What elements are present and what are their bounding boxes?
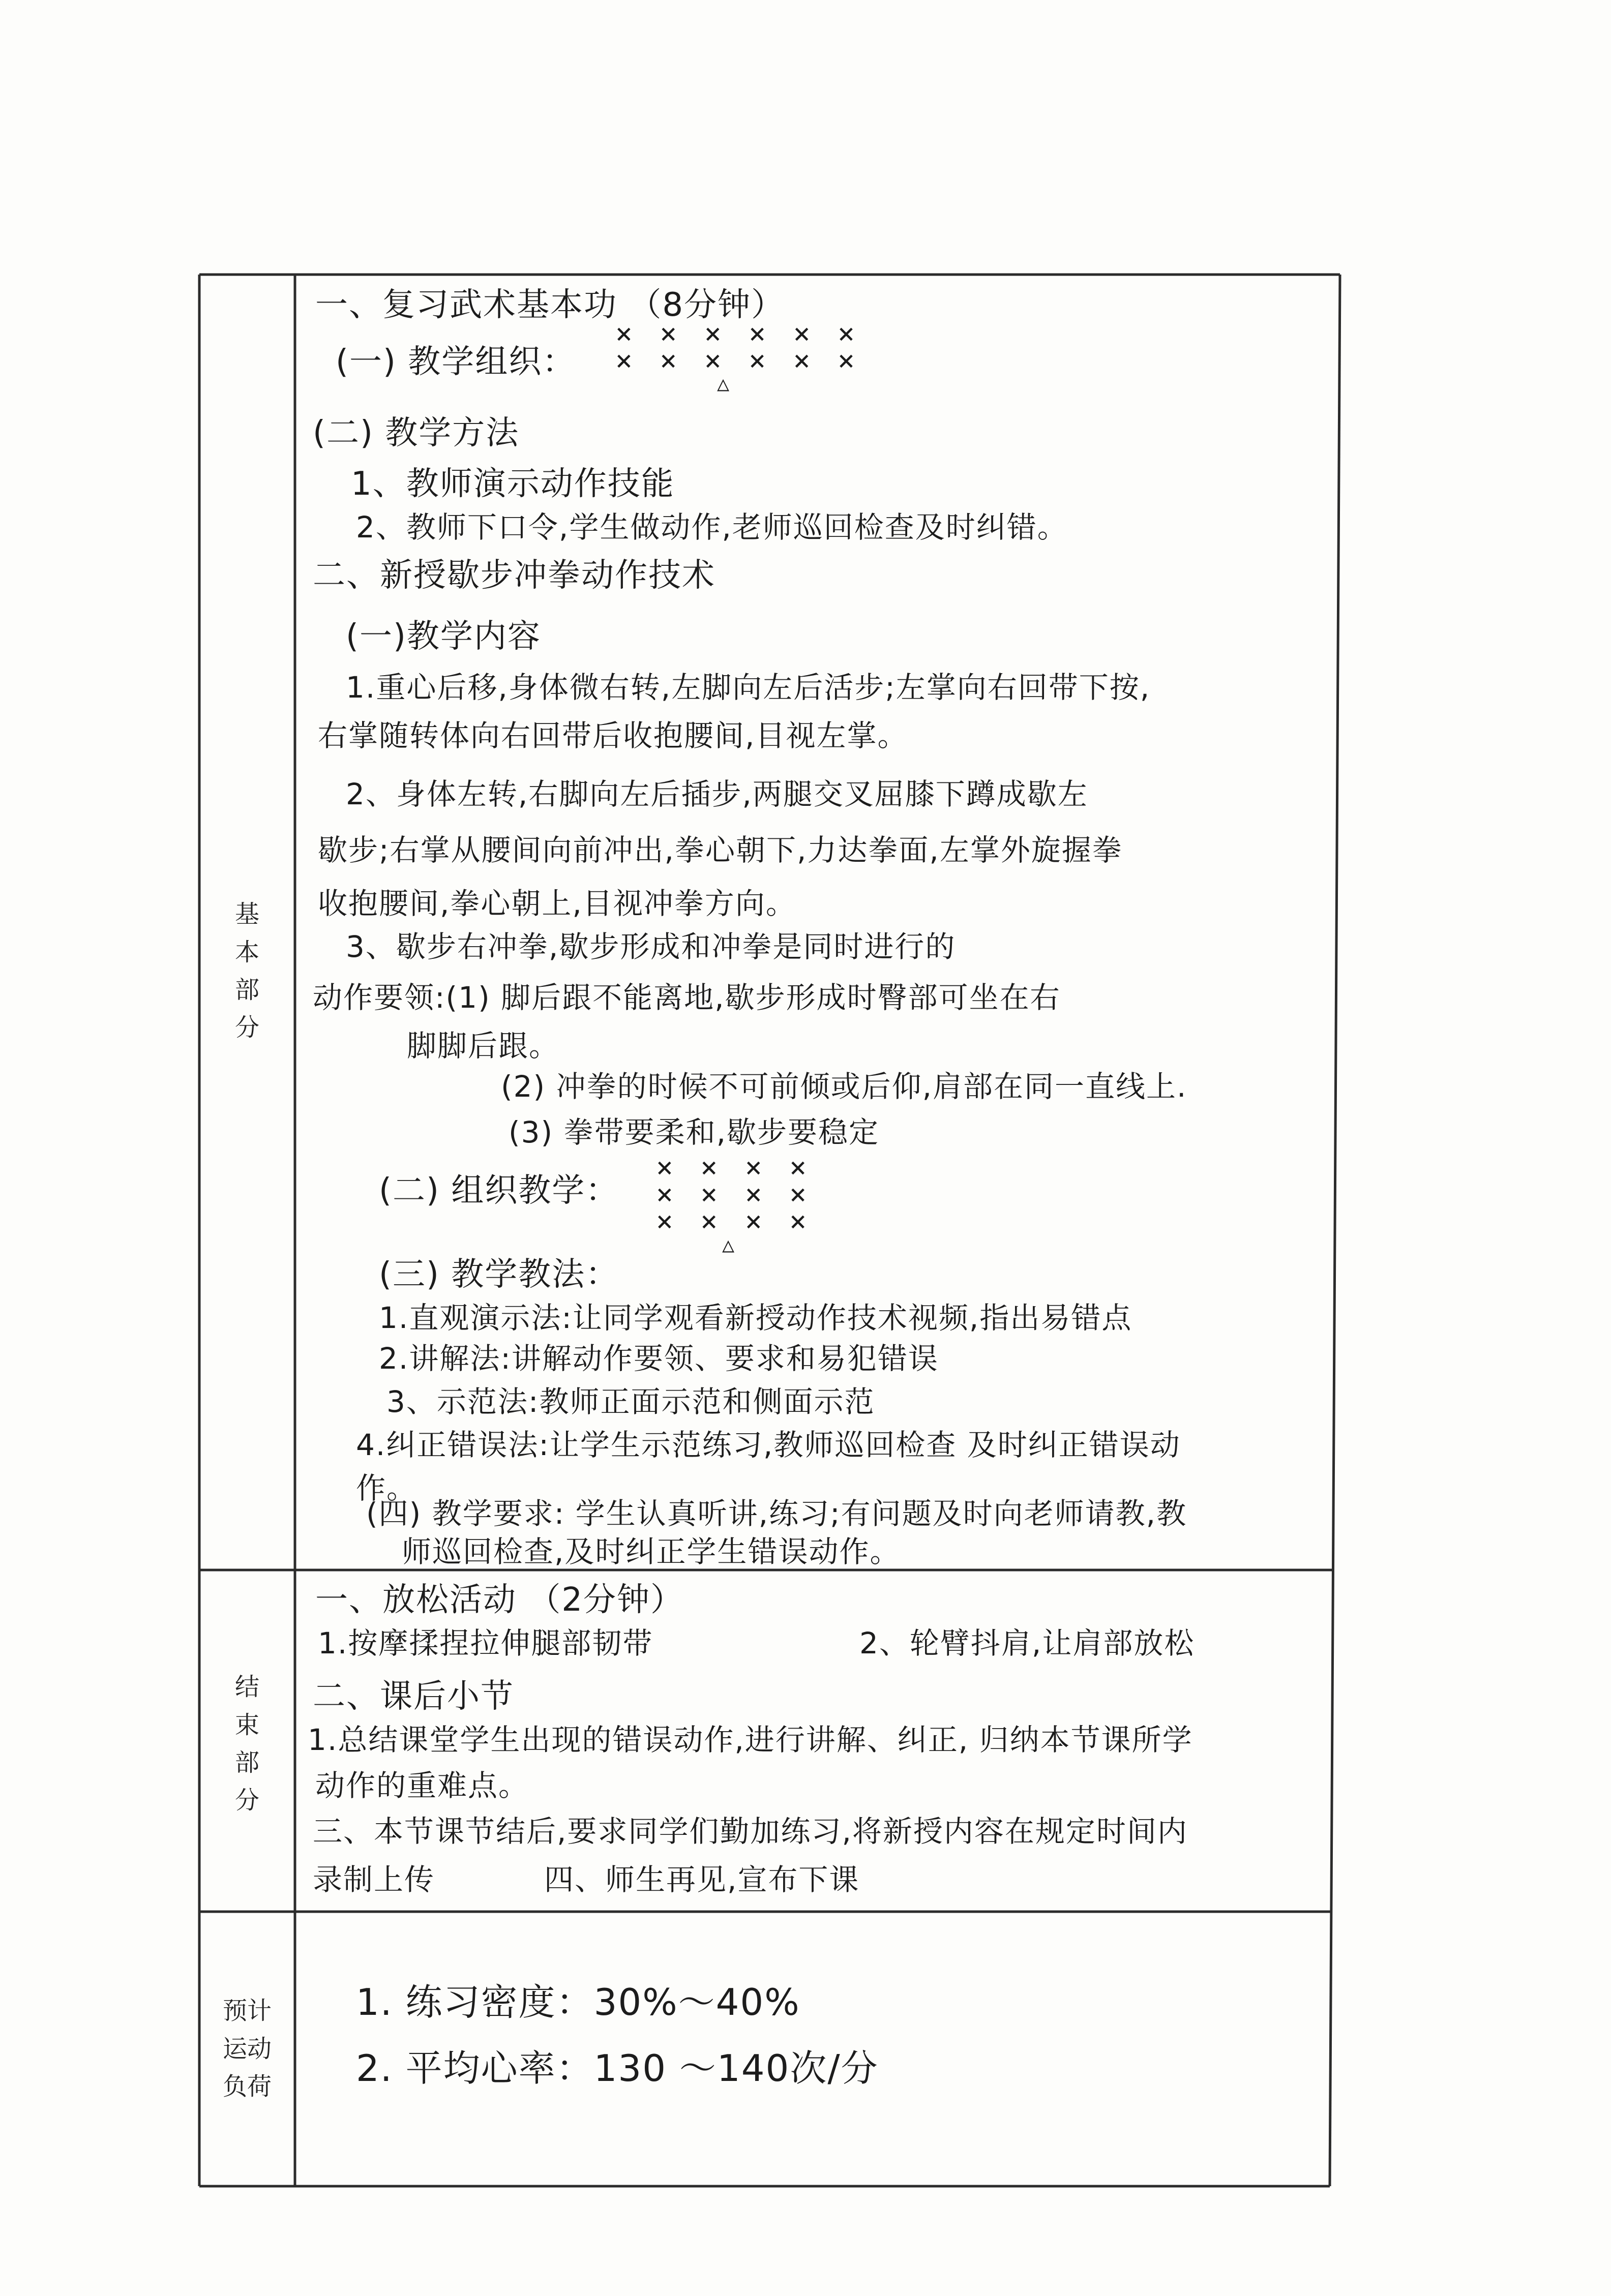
formation-row: × × × × [656,1205,812,1238]
label-char: 基 [234,900,259,929]
label-line: 负荷 [222,2072,272,2101]
relax-activity-heading: 一、放松活动 （2分钟） [315,1581,684,1619]
method-line: 3、示范法:教师正面示范和侧面示范 [386,1384,875,1419]
section-label-end [199,1647,295,1840]
teacher-marker-icon: △ [717,372,730,396]
practice-density: 1. 练习密度：30%～40% [356,1981,800,2023]
label-char: 分 [234,1013,259,1042]
student-formation-2 [656,1151,812,1257]
teaching-requirements-line: (四) 教学要求: 学生认真听讲,练习;有问题及时向老师请教,教 [366,1496,1187,1531]
teaching-organization-1: (一) 教学组织： [336,343,576,381]
formation-row: × × × × × × [615,344,860,378]
content-line: 右掌随转体向右回带后收抱腰间,目视左掌。 [318,718,908,753]
label-char: 本 [234,938,259,966]
method-item-1: 1、教师演示动作技能 [351,465,675,503]
label-line: 运动 [222,2034,272,2063]
relax-item-1: 1.按摩揉捏拉伸腿部韧带 [318,1626,653,1660]
label-char: 结 [234,1673,259,1702]
content-line: 收抱腰间,拳心朝上,目视冲拳方向。 [318,886,796,921]
key-points-line: (3) 拳带要柔和,歇步要稳定 [509,1115,880,1150]
teaching-requirements-line: 师巡回检查,及时纠正学生错误动作。 [402,1534,901,1569]
key-points-line: 动作要领:(1) 脚后跟不能离地,歇步形成时臀部可坐在右 [313,980,1061,1015]
label-char: 部 [234,1748,259,1777]
heading-new-skill: 二、新授歇步冲拳动作技术 [313,557,715,594]
section-label-load [199,1973,295,2125]
teacher-marker-icon: △ [722,1233,735,1257]
farewell-line: 四、师生再见,宣布下课 [544,1862,860,1897]
formation-row: × × × × [656,1151,812,1184]
organize-teaching-heading: (二) 组织教学： [379,1172,619,1210]
label-char: 分 [234,1786,259,1815]
student-formation-1 [615,317,860,396]
label-char: 部 [234,976,259,1004]
section-label-basic [199,874,295,1068]
key-points-line: (2) 冲拳的时候不可前倾或后仰,肩部在同一直线上. [501,1069,1187,1104]
formation-row: × × × × [656,1178,812,1212]
heading-review-wushu: 一、复习武术基本功 （8分钟） [315,286,785,324]
content-line: 歇步;右掌从腰间向前冲出,拳心朝下,力达拳面,左掌外旋握拳 [318,833,1123,867]
method-line: 2.讲解法:讲解动作要领、要求和易犯错误 [379,1341,939,1376]
method-line: 作。 [356,1471,417,1505]
teaching-method-heading: (二) 教学方法 [313,414,520,452]
summary-line: 1.总结课堂学生出现的错误动作,进行讲解、纠正, 归纳本节课所学 [308,1723,1193,1757]
after-class-summary-heading: 二、课后小节 [313,1678,514,1715]
formation-row: × × × × × × [615,317,860,350]
summary-line: 三、本节课节结后,要求同学们勤加练习,将新授内容在规定时间内 [313,1814,1188,1849]
label-line: 预计 [222,1997,272,2026]
key-points-line: 脚脚后跟。 [407,1029,560,1063]
summary-line: 录制上传 [313,1862,435,1897]
content-line: 1.重心后移,身体微右转,左脚向左后活步;左掌向右回带下按, [346,670,1151,705]
teaching-content-heading: (一)教学内容 [346,618,541,655]
relax-item-2: 2、轮臂抖肩,让肩部放松 [859,1626,1195,1660]
method-item-2: 2、教师下口令,学生做动作,老师巡回检查及时纠错。 [356,510,1068,545]
method-line: 1.直观演示法:让同学观看新授动作技术视频,指出易错点 [379,1301,1132,1335]
average-heart-rate: 2. 平均心率：130 ～140次/分 [356,2047,879,2090]
method-line: 4.纠正错误法:让学生示范练习,教师巡回检查 及时纠正错误动 [356,1428,1181,1462]
summary-line: 动作的重难点。 [315,1768,529,1803]
content-line: 3、歇步右冲拳,歇步形成和冲拳是同时进行的 [346,929,956,964]
label-char: 束 [234,1710,259,1739]
content-line: 2、身体左转,右脚向左后插步,两腿交叉屈膝下蹲成歇左 [346,777,1088,811]
teaching-methods-heading: (三) 教学教法： [379,1256,619,1293]
